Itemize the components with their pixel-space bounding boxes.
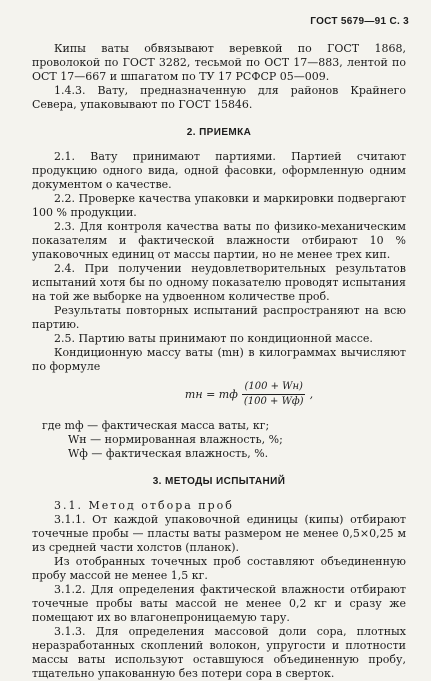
document-body — [32, 42, 406, 681]
clause-2-4-results: Результаты повторных испытаний распространяют на всю партию. — [32, 304, 406, 331]
clause-2-1: 2.1. Вату принимают партиями. Партией считают продукцию одного вида, одной фасовки, оформленную одним документом о качестве. — [32, 150, 406, 191]
formula-numerator: (100 + Wн) — [242, 380, 305, 395]
formula-legend — [42, 419, 406, 461]
conditioned-mass-formula — [92, 380, 406, 409]
legend-line-2: Wн — нормированная влажность, %; — [68, 433, 283, 446]
clause-3-1-2: 3.1.2. Для определения фактической влажности отбирают точечные пробы ваты массой не менее 0,2 кг и сразу же помещают их во влагонепроницаемую тару. — [32, 583, 406, 624]
page-header: ГОСТ 5679—91 С. 3 — [310, 16, 409, 27]
subsection-3-1-title: 3.1. Метод отбора проб — [54, 499, 234, 512]
intro-paragraph-2: 1.4.3. Вату, предназначенную для районов Крайнего Севера, упаковывают по ГОСТ 15846. — [32, 84, 406, 111]
clause-2-2: 2.2. Проверке качества упаковки и маркировки подвергают 100 % продукции. — [32, 192, 406, 219]
formula-lhs: mн = mф — [184, 387, 238, 401]
clause-3-1-1-combined: Из отобранных точечных проб составляют объединенную пробу массой не менее 1,5 кг. — [32, 555, 406, 582]
section-3-title: 3. МЕТОДЫ ИСПЫТАНИЙ — [152, 476, 286, 487]
clause-3-1-1: 3.1.1. От каждой упаковочной единицы (кипы) отбирают точечные пробы — пласты ваты размером не менее 0,5×0,25 м из средней части холстов (планок). — [32, 513, 406, 554]
clause-2-4: 2.4. При получении неудовлетворительных результатов испытаний хотя бы по одному показателю проводят испытания на той же выборке на удвоенном количестве проб. — [32, 262, 406, 303]
intro-paragraph-1: Кипы вaты обвязывают веревкой по ГОСТ 1868, проволокой по ГОСТ 3282, тесьмой по ОСТ 17—883, лентой по ОСТ 17—667 и шпагатом по ТУ 17 РСФСР 05—009. — [32, 42, 406, 83]
clause-2-5: 2.5. Партию ваты принимают по кондиционной массе. — [54, 332, 373, 345]
legend-line-3: Wф — фактическая влажность, %. — [68, 447, 269, 460]
formula-fraction — [242, 380, 306, 409]
section-2-title: 2. ПРИЕМКА — [186, 127, 252, 138]
formula-intro: Кондиционную массу ваты (mн) в килограммах вычисляют по формуле — [32, 346, 406, 373]
clause-3-1-3: 3.1.3. Для определения массовой доли сора, плотных неразработанных скоплений волокон, упругости и плотности массы ваты используют оставшуюся объединенную пробу, тщательно упакованную без потери сора в сверток. — [32, 625, 406, 680]
formula-denominator: (100 + Wф) — [243, 396, 304, 407]
clause-2-3: 2.3. Для контроля качества ваты по физико-механическим показателям и фактической влажности отбирают 10 % упаковочных единиц от массы партии, но не менее трех кип. — [32, 220, 406, 261]
formula-tail: , — [309, 387, 314, 401]
legend-line-1: где mф — фактическая масса ваты, кг; — [42, 419, 270, 432]
